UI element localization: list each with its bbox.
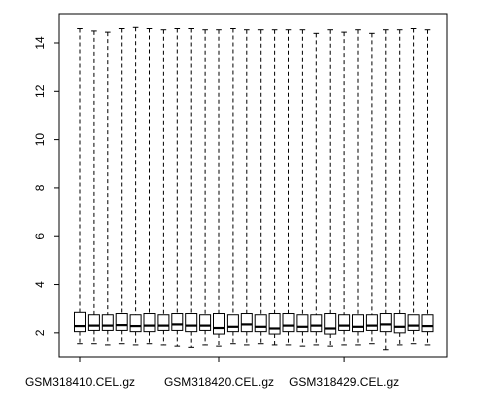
box-body <box>380 314 391 332</box>
y-tick-label: 10 <box>33 132 47 147</box>
box-body <box>158 315 169 331</box>
box <box>172 28 183 346</box>
box-body <box>186 314 197 332</box>
box-body <box>116 314 127 331</box>
x-axis-labels <box>25 357 399 389</box>
box <box>366 33 377 343</box>
box <box>311 33 322 345</box>
y-tick-label: 14 <box>33 36 47 50</box>
box-body <box>255 315 266 332</box>
box <box>102 32 113 345</box>
box-body <box>339 315 350 331</box>
y-tick-label: 2 <box>33 329 47 337</box>
box <box>200 30 211 345</box>
box-body <box>88 315 99 331</box>
box <box>241 30 252 345</box>
box <box>297 30 308 346</box>
box <box>227 28 238 343</box>
box <box>422 30 433 345</box>
x-tick-label: GSM318410.CEL.gz <box>24 375 136 389</box>
box <box>116 28 127 343</box>
box <box>144 28 155 343</box>
box-body <box>353 315 364 332</box>
box <box>186 28 197 347</box>
y-tick-label: 4 <box>33 281 47 288</box>
box-body <box>130 315 141 332</box>
plot-frame <box>59 14 447 357</box>
box-body <box>325 314 336 335</box>
box <box>158 30 169 345</box>
box <box>88 31 99 344</box>
box <box>325 30 336 346</box>
box <box>283 30 294 345</box>
box-body <box>422 315 433 332</box>
y-tick-label: 12 <box>33 84 47 98</box>
box-body <box>311 315 322 332</box>
box <box>408 28 419 343</box>
box-body <box>227 315 238 332</box>
y-axis <box>33 36 59 336</box>
x-tick-label: GSM318429.CEL.gz <box>289 375 400 389</box>
box-body <box>366 315 377 331</box>
box-body <box>102 315 113 331</box>
box-series <box>75 27 434 349</box>
y-tick-label: 6 <box>33 232 47 240</box>
box-body <box>144 314 155 332</box>
box-body <box>394 314 405 333</box>
box-body <box>214 314 225 335</box>
box <box>394 30 405 345</box>
x-tick-label: GSM318420.CEL.gz <box>163 375 275 389</box>
box <box>255 30 266 344</box>
box <box>380 30 391 350</box>
box <box>339 32 350 345</box>
box-body <box>75 312 86 331</box>
box <box>353 30 364 345</box>
box-body <box>200 315 211 331</box>
y-tick-label: 8 <box>33 184 47 192</box>
box-body <box>283 314 294 332</box>
box <box>130 27 141 345</box>
box <box>269 30 280 345</box>
box-body <box>172 314 183 331</box>
box-body <box>408 315 419 331</box>
box-body <box>269 314 280 335</box>
box <box>214 30 225 346</box>
box <box>75 28 86 343</box>
box-body <box>241 314 252 332</box>
box-body <box>297 315 308 332</box>
